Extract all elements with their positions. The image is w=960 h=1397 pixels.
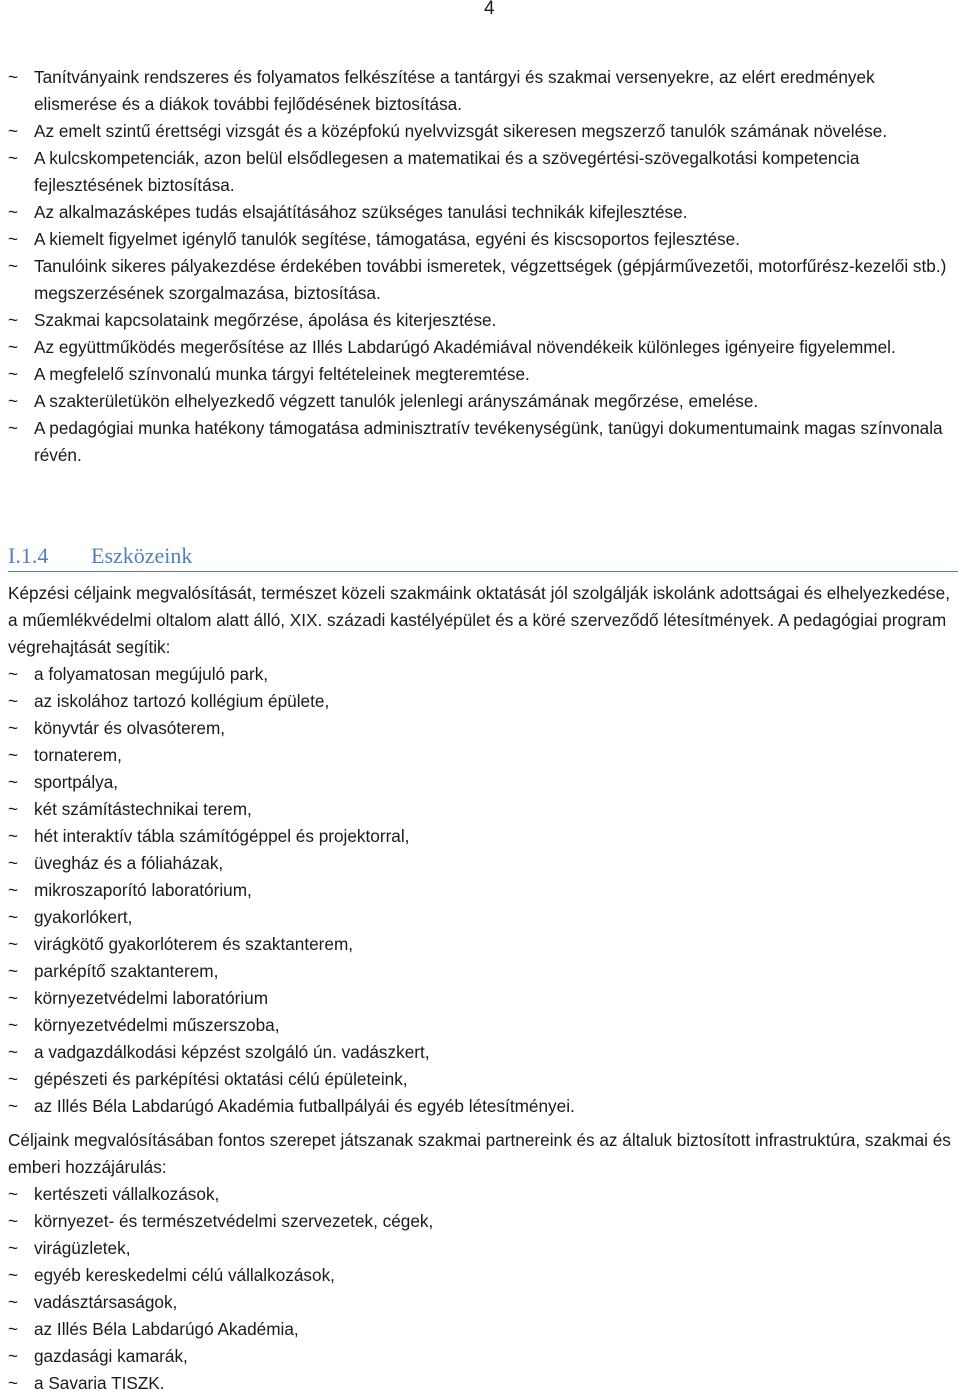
list-item (8, 334, 953, 361)
list-item (8, 1012, 953, 1039)
tilde-icon: ~ (8, 1211, 19, 1231)
tilde-icon: ~ (8, 418, 19, 438)
tilde-icon: ~ (8, 772, 19, 792)
tilde-icon: ~ (8, 1292, 19, 1312)
list-item (8, 796, 953, 823)
list-item (8, 1208, 953, 1235)
list-item (8, 1235, 953, 1262)
facilities-intro (8, 580, 953, 661)
tilde-icon: ~ (8, 1015, 19, 1035)
list-item (8, 145, 953, 199)
facilities-list-items (8, 661, 953, 1120)
list-item-text: Az emelt szintű érettségi vizsgát és a középfokú nyelvvizsgát sikeresen megszerző tanulók számának növelése. (34, 121, 888, 141)
list-item (8, 661, 953, 688)
list-item-text: gyakorlókert, (34, 907, 133, 927)
list-item (8, 1262, 953, 1289)
tilde-icon: ~ (8, 934, 19, 954)
list-item-text: Szakmai kapcsolataink megőrzése, ápolása és kiterjesztése. (34, 310, 497, 330)
list-item (8, 985, 953, 1012)
list-item-text: gazdasági kamarák, (34, 1346, 188, 1366)
list-item-text: környezetvédelmi laboratórium (34, 988, 269, 1008)
partners-list-items (8, 1181, 953, 1397)
list-item-text: Tanítványaink rendszeres és folyamatos felkészítése a tantárgyi és szakmai versenyekre, az elért eredmények elismerése és a diákok további fejlődésének biztosítása. (34, 67, 875, 114)
list-item-text: A megfelelő színvonalú munka tárgyi feltételeinek megteremtése. (34, 364, 530, 384)
list-item (8, 1289, 953, 1316)
list-item (8, 1039, 953, 1066)
tilde-icon: ~ (8, 961, 19, 981)
partners-list (8, 1181, 953, 1397)
tilde-icon: ~ (8, 880, 19, 900)
list-item-text: hét interaktív tábla számítógéppel és projektorral, (34, 826, 410, 846)
list-item (8, 199, 953, 226)
list-item-text: A pedagógiai munka hatékony támogatása adminisztratív tevékenységünk, tanügyi dokumentumaink magas színvonala révén. (34, 418, 943, 465)
tilde-icon: ~ (8, 67, 19, 87)
tilde-icon: ~ (8, 202, 19, 222)
list-item-text: A szakterületükön elhelyezkedő végzett tanulók jelenlegi arányszámának megőrzése, emelése. (34, 391, 759, 411)
list-item-text: a vadgazdálkodási képzést szolgáló ún. vadászkert, (34, 1042, 430, 1062)
list-item (8, 1066, 953, 1093)
list-item-text: parképítő szaktanterem, (34, 961, 219, 981)
tilde-icon: ~ (8, 1069, 19, 1089)
list-item (8, 226, 953, 253)
goals-list (8, 64, 953, 469)
list-item (8, 64, 953, 118)
section-number: I.1.4 (8, 543, 49, 568)
list-item (8, 1343, 953, 1370)
tilde-icon: ~ (8, 718, 19, 738)
tilde-icon: ~ (8, 1265, 19, 1285)
list-item (8, 823, 953, 850)
partners-intro (8, 1127, 953, 1181)
tilde-icon: ~ (8, 229, 19, 249)
list-item (8, 415, 953, 469)
list-item-text: a folyamatosan megújuló park, (34, 664, 269, 684)
tilde-icon: ~ (8, 853, 19, 873)
list-item-text: Az együttműködés megerősítése az Illés Labdarúgó Akadémiával növendékeik különleges igényeire figyelemmel. (34, 337, 896, 357)
page-number: 4 (484, 0, 495, 19)
tilde-icon: ~ (8, 664, 19, 684)
tilde-icon: ~ (8, 1373, 19, 1393)
list-item-text: A kulcskompetenciák, azon belül elsődlegesen a matematikai és a szövegértési-szövegalkotási kompetencia fejlesztésének biztosítása. (34, 148, 860, 195)
tilde-icon: ~ (8, 1096, 19, 1116)
list-item (8, 769, 953, 796)
list-item-text: vadásztársaságok, (34, 1292, 178, 1312)
list-item (8, 688, 953, 715)
tilde-icon: ~ (8, 826, 19, 846)
list-item (8, 1093, 953, 1120)
list-item-text: környezet- és természetvédelmi szervezetek, cégek, (34, 1211, 434, 1231)
list-item (8, 850, 953, 877)
tilde-icon: ~ (8, 337, 19, 357)
tilde-icon: ~ (8, 988, 19, 1008)
tilde-icon: ~ (8, 1184, 19, 1204)
partners-intro-text: Céljaink megvalósításában fontos szerepet játszanak szakmai partnereink és az általuk biztosított infrastruktúra, szakmai és emberi hozzájárulás: (8, 1130, 951, 1177)
list-item-text: virágkötő gyakorlóterem és szaktanterem, (34, 934, 354, 954)
tilde-icon: ~ (8, 364, 19, 384)
tilde-icon: ~ (8, 1319, 19, 1339)
list-item-text: sportpálya, (34, 772, 119, 792)
list-item (8, 904, 953, 931)
list-item-text: Tanulóink sikeres pályakezdése érdekében további ismeretek, végzettségek (gépjárművezetői, motorfűrész-kezelői stb.) megszerzésének szorgalmazása, biztosítása. (34, 256, 947, 303)
list-item (8, 931, 953, 958)
tilde-icon: ~ (8, 310, 19, 330)
tilde-icon: ~ (8, 1042, 19, 1062)
list-item-text: az iskolához tartozó kollégium épülete, (34, 691, 330, 711)
tilde-icon: ~ (8, 148, 19, 168)
list-item-text: üvegház és a fóliaházak, (34, 853, 224, 873)
section-title: Eszközeink (91, 543, 193, 568)
list-item-text: kertészeti vállalkozások, (34, 1184, 220, 1204)
list-item-text: az Illés Béla Labdarúgó Akadémia, (34, 1319, 299, 1339)
tilde-icon: ~ (8, 391, 19, 411)
list-item-text: Az alkalmazásképes tudás elsajátításához szükséges tanulási technikák kifejlesztése. (34, 202, 688, 222)
tilde-icon: ~ (8, 745, 19, 765)
tilde-icon: ~ (8, 256, 19, 276)
list-item-text: tornaterem, (34, 745, 122, 765)
goals-list-items (8, 64, 953, 469)
list-item-text: egyéb kereskedelmi célú vállalkozások, (34, 1265, 335, 1285)
list-item (8, 742, 953, 769)
facilities-intro-text: Képzési céljaink megvalósítását, természet közeli szakmáink oktatását jól szolgálják iskolánk adottságai és elhelyezkedése, a műemlékvédelmi oltalom alatt álló, XIX. századi kastélyépület és a köré szerveződő létesítmények. A pedagógiai program végrehajtását segítik: (8, 583, 950, 657)
list-item (8, 877, 953, 904)
list-item-text: az Illés Béla Labdarúgó Akadémia futballpályái és egyéb létesítményei. (34, 1096, 575, 1116)
list-item-text: két számítástechnikai terem, (34, 799, 252, 819)
list-item (8, 307, 953, 334)
section-heading (8, 541, 958, 572)
list-item (8, 361, 953, 388)
list-item (8, 958, 953, 985)
list-item-text: könyvtár és olvasóterem, (34, 718, 226, 738)
list-item (8, 253, 953, 307)
list-item-text: A kiemelt figyelmet igénylő tanulók segítése, támogatása, egyéni és kiscsoportos fejlesztése. (34, 229, 741, 249)
tilde-icon: ~ (8, 799, 19, 819)
list-item (8, 388, 953, 415)
list-item-text: a Savaria TISZK. (34, 1373, 165, 1393)
list-item (8, 715, 953, 742)
list-item-text: virágüzletek, (34, 1238, 131, 1258)
tilde-icon: ~ (8, 907, 19, 927)
list-item-text: gépészeti és parképítési oktatási célú épületeink, (34, 1069, 408, 1089)
tilde-icon: ~ (8, 1238, 19, 1258)
list-item (8, 1316, 953, 1343)
list-item (8, 1181, 953, 1208)
list-item-text: mikroszaporító laboratórium, (34, 880, 252, 900)
tilde-icon: ~ (8, 691, 19, 711)
tilde-icon: ~ (8, 1346, 19, 1366)
tilde-icon: ~ (8, 121, 19, 141)
list-item-text: környezetvédelmi műszerszoba, (34, 1015, 280, 1035)
list-item (8, 118, 953, 145)
facilities-list (8, 661, 953, 1120)
